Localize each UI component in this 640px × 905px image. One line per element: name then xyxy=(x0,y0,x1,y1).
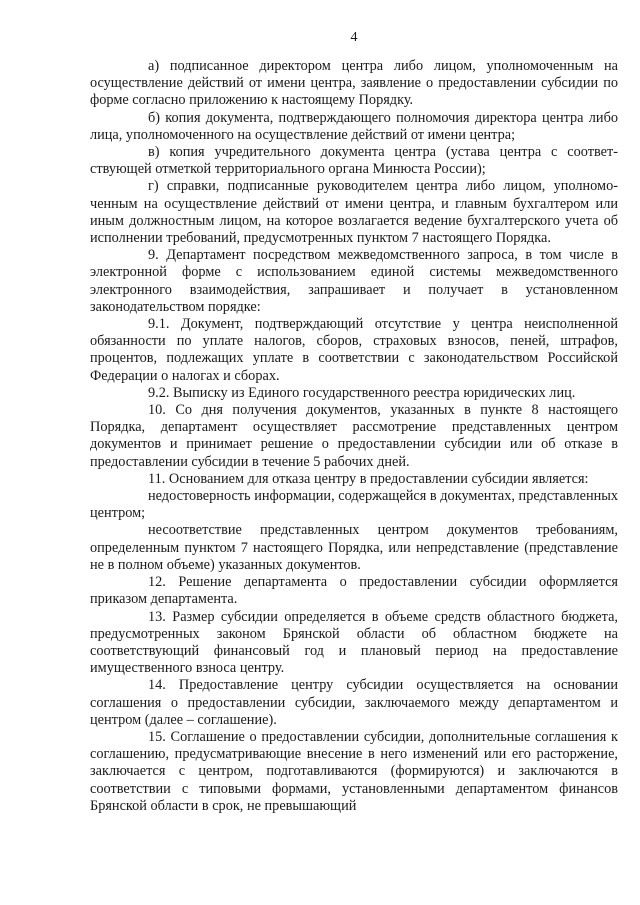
paragraph-8d: г) справки, подписанные руководителем центра либо лицом, уполномоченным на осуществление действий от имени центра, и главным бухгалтером или иным должностным лицом, на которое возлагается ведение бухгалтерского учета об исполнении требований, предусмотренных пунктом 7 настоящего Порядка. xyxy=(90,178,618,247)
paragraph-11-reason-2: несоответствие представленных центром документов требованиям, определенным пунктом 7 настоящего Порядка, или непредставление (представление не в полном объеме) указанных документов. xyxy=(90,522,618,573)
document-body xyxy=(90,58,618,815)
paragraph-9-1: 9.1. Документ, подтверждающий отсутствие у центра неисполненной обязанности по уплате налогов, сборов, страховых взносов, пеней, штрафов, процентов, подлежащих уплате в соответствии с законодательством Российской Федерации о налогах и сборах. xyxy=(90,316,618,384)
paragraph-8c: в) копия учредительного документа центра (устава центра с соответствующей отметкой территориального органа Минюста России); xyxy=(90,144,618,178)
paragraph-9: 9. Департамент посредством межведомственного запроса, в том числе в электронной форме с использованием единой системы межведомственного электронного взаимодействия, запрашивает и получает в установленном законодательством порядке: xyxy=(90,247,618,315)
paragraph-8a: а) подписанное директором центра либо лицом, уполномоченным на осуществление действий от имени центра, заявление о предоставлении субсидии по форме согласно приложению к настоящему Порядку. xyxy=(90,58,618,109)
paragraph-10: 10. Со дня получения документов, указанных в пункте 8 настоящего Порядка, департамент осуществляет рассмотрение представленных центром документов и принимает решение о предоставлении субсидии или об отказе в предоставлении субсидии в течение 5 рабочих дней. xyxy=(90,402,618,470)
paragraph-9-2: 9.2. Выписку из Единого государственного реестра юридических лиц. xyxy=(148,384,576,401)
paragraph-11: 11. Основанием для отказа центру в предоставлении субсидии является: xyxy=(148,470,589,487)
page-number: 4 xyxy=(350,30,358,45)
paragraph-8b: б) копия документа, подтверждающего полномочия директора центра либо лица, уполномоченного на осуществление действий от имени центра; xyxy=(90,109,618,143)
paragraph-11-reason-1: недостоверность информации, содержащейся в документах, представленных центром; xyxy=(90,488,618,522)
paragraph-14: 14. Предоставление центру субсидии осуществляется на основании соглашения о предоставлении субсидии, заключаемого между департаментом и центром (далее – соглашение). xyxy=(90,677,618,728)
paragraph-12: 12. Решение департамента о предоставлении субсидии оформляется приказом департамента. xyxy=(90,574,618,608)
paragraph-15: 15. Соглашение о предоставлении субсидии, дополнительные соглашения к соглашению, предусматривающие внесение в него изменений или его расторжение, заключается с центром, подготавливаются (формируются) и заключаются в соответствии с типовыми формами, установленными департаментом финансов Брянской области в срок, не превышающий xyxy=(90,728,618,814)
paragraph-13: 13. Размер субсидии определяется в объеме средств областного бюджета, предусмотренных законом Брянской области об областном бюджете на соответствующий финансовый год и плановый период на предоставление имущественного взноса центру. xyxy=(90,608,618,677)
